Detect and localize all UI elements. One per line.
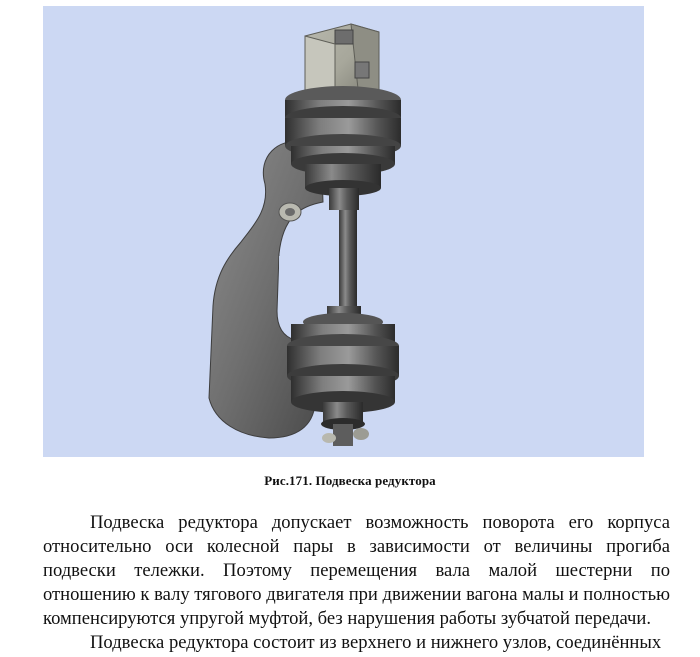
figure-panel <box>43 6 644 457</box>
figure-caption: Рис.171. Подвеска редуктора <box>264 473 436 488</box>
body-text <box>43 511 670 655</box>
paragraph: Подвеска редуктора состоит из верхнего и нижнего узлов, соединённых <box>90 632 662 653</box>
paragraph: Подвеска редуктора допускает возможность поворота его корпуса относительно оси колесной пары в зависимости от величины прогиба подвески тележки. Поэтому перемещения вала малой шестерни по отношению к валу тягового двигателя при движении вагона малы и полностью компенсируются упругой муфтой, без нарушения работы зубчатой передачи. <box>43 512 670 629</box>
gearbox-suspension-illustration <box>43 6 644 457</box>
